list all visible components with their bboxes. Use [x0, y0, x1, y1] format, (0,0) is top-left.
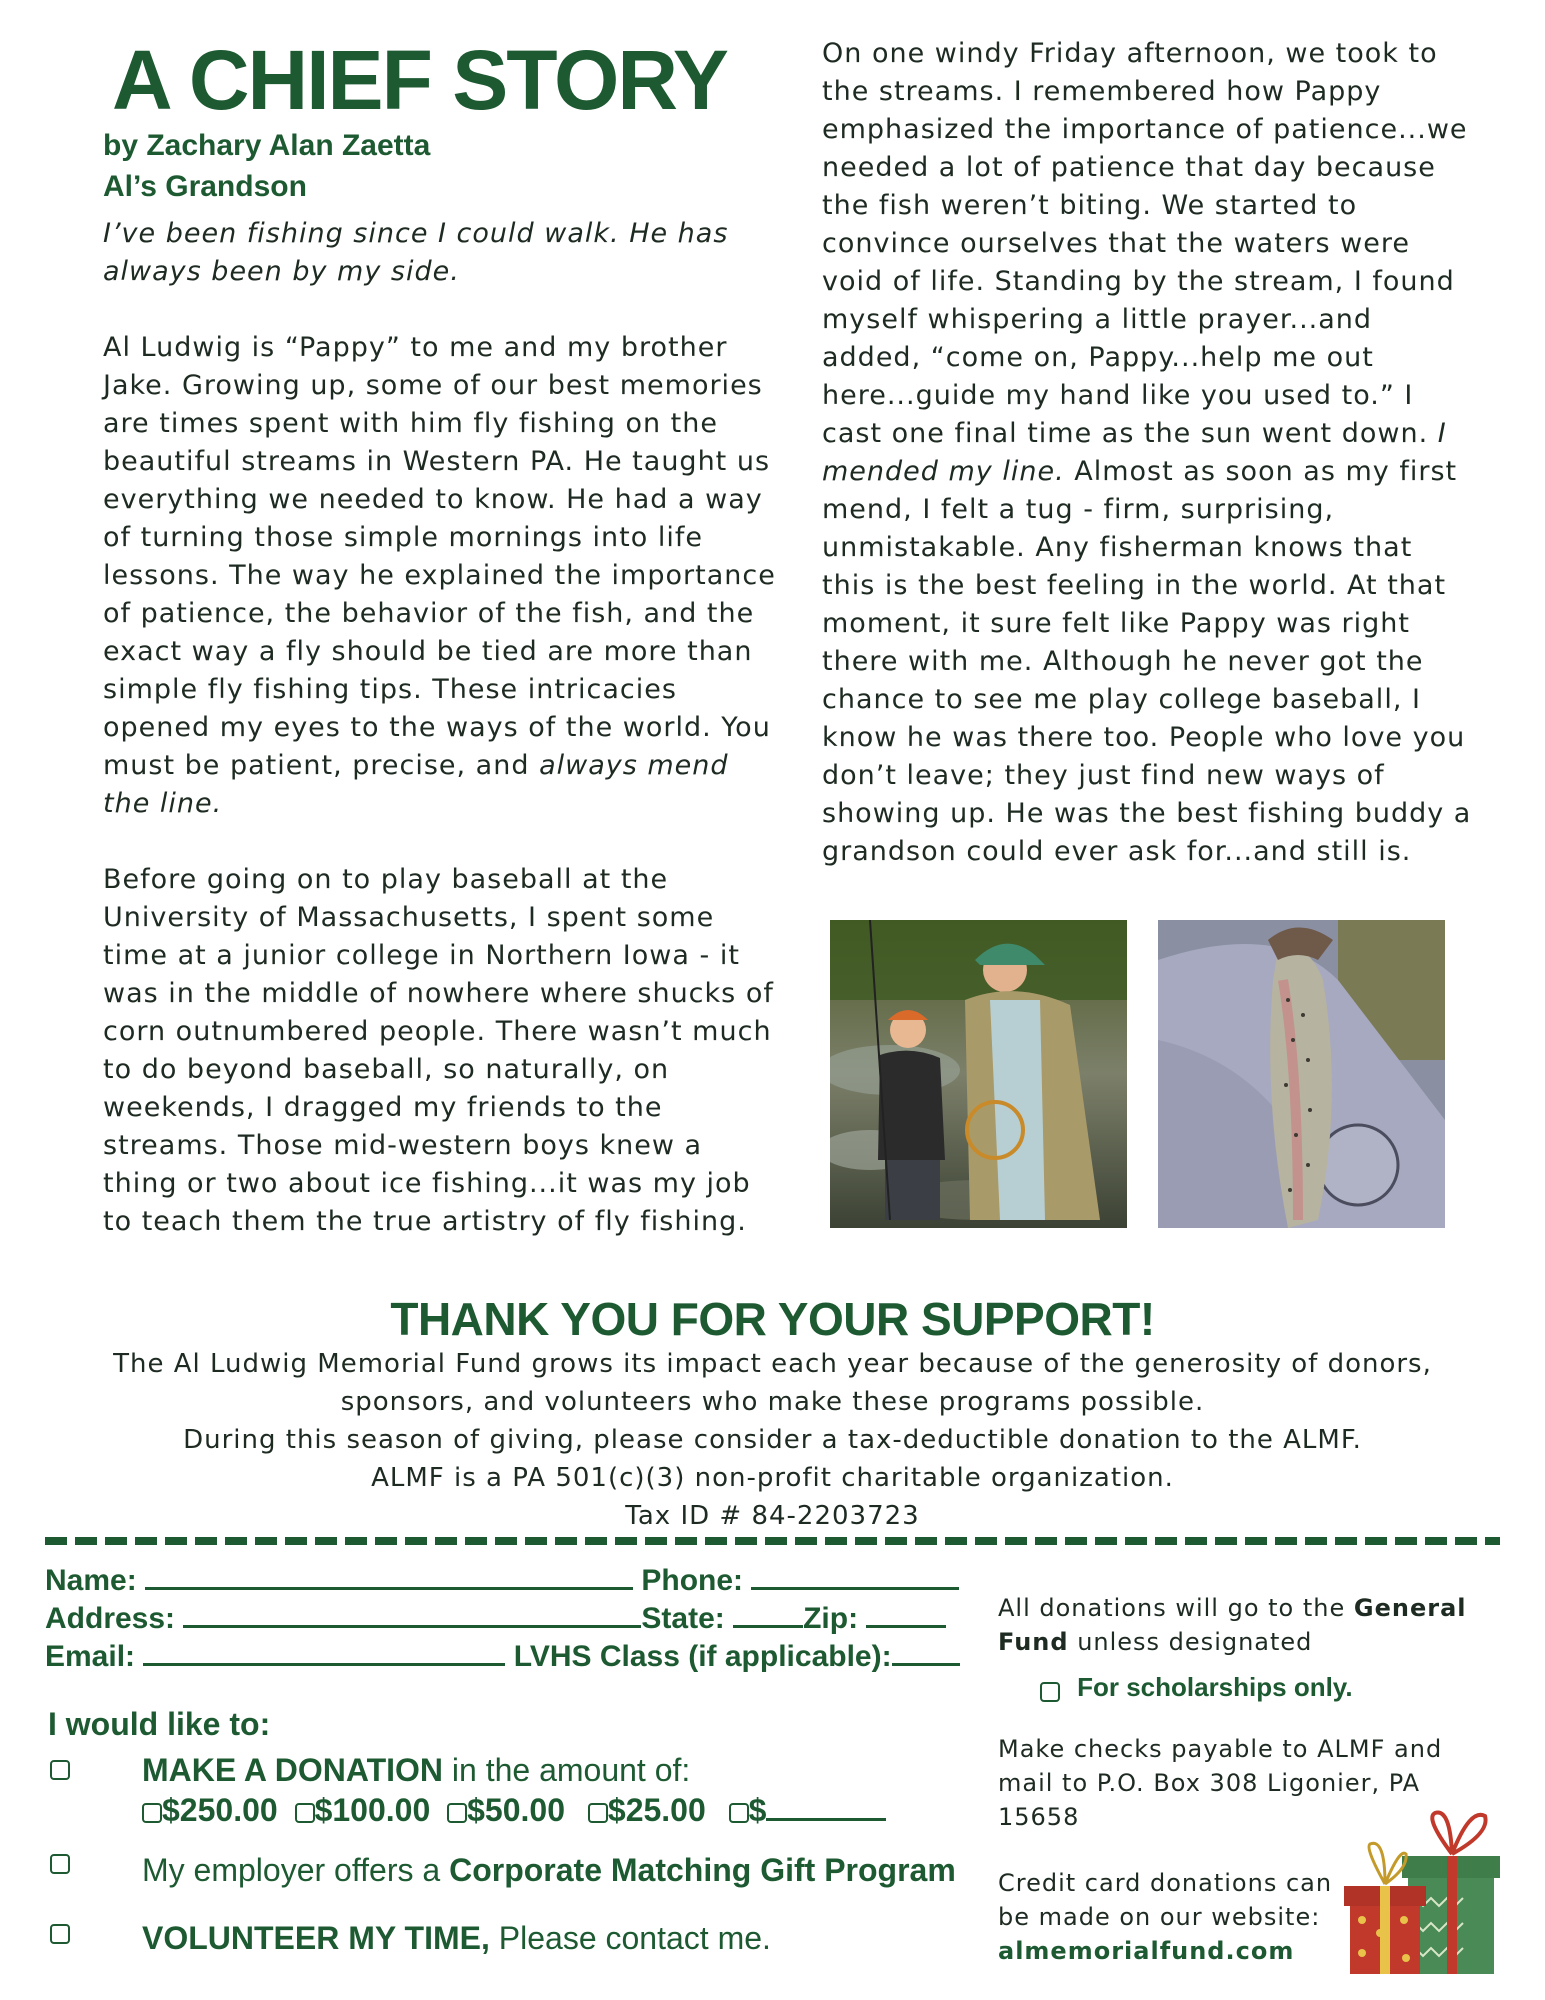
class-field[interactable] — [892, 1639, 960, 1666]
amount-50: $50.00 — [467, 1792, 565, 1828]
photo-fishing-scene — [830, 920, 1127, 1228]
phone-label: Phone: — [641, 1564, 744, 1597]
author-relation: Al’s Grandson — [103, 170, 307, 203]
paragraph-1-text: Al Ludwig is “Pappy” to me and my brother Jake. Growing up, some of our best memories are times spent with him fly fishing on the beautiful streams in Western PA. He taught us everything we needed to know. He had a way of turning those simple mornings into life lessons. The way he explained the importance of patience, the behavior of the fish, and the exact way a fly should be tied are more than simple fly fishing tips. These intricacies opened my eyes to the ways of the world. You must be patient, precise, and — [103, 332, 776, 781]
name-label: Name: — [45, 1564, 137, 1597]
amount-25-checkbox[interactable] — [588, 1803, 608, 1823]
zip-label: Zip: — [803, 1602, 859, 1635]
phone-field[interactable] — [751, 1563, 959, 1590]
support-line-4: ALMF is a PA 501(c)(3) non-profit charitable organization. — [371, 1463, 1174, 1493]
check-instructions: Make checks payable to ALMF and mail to P.O. Box 308 Ligonier, PA 15658 — [998, 1735, 1443, 1831]
scholarship-checkbox[interactable] — [1040, 1682, 1060, 1702]
paragraph-3-emphasis: I mended my line. — [822, 418, 1447, 487]
paragraph-1-emphasis: always mend the line. — [103, 750, 729, 819]
photo-grandfather-and-boy — [830, 920, 1127, 1228]
donation-label — [142, 1752, 690, 1789]
amount-other-checkbox[interactable] — [729, 1803, 749, 1823]
paragraph-3-text-a: On one windy Friday afternoon, we took to the streams. I remembered how Pappy emphasized the importance of patience...we needed a lot of patience that day because the fish weren’t biting. We started to convince ourselves that the waters were void of life. Standing by the stream, I found myself whispering a little prayer...and added, “come on, Pappy...help me out here...guide my hand like you used to.” I cast one final time as the sun went down. — [822, 38, 1468, 449]
form-row-email — [45, 1638, 985, 1676]
name-field[interactable] — [145, 1563, 633, 1590]
support-line-3: During this season of giving, please consider a tax-deductible donation to the ALMF. — [183, 1425, 1362, 1455]
support-message — [0, 1345, 1545, 1535]
article-left-column — [103, 215, 783, 1241]
page-title: A CHIEF STORY — [112, 33, 727, 127]
amount-250-checkbox[interactable] — [142, 1803, 162, 1823]
address-field[interactable] — [183, 1601, 641, 1628]
paragraph-3-text-b: Almost as soon as my first mend, I felt a tug - firm, surprising, unmistakable. Any fisherman knows that this is the best feeling in the world. At that moment, it sure felt like Pappy was right there with me. Although he never got the chance to see me play college baseball, I know he was there too. People who love you don’t leave; they just find new ways of showing up. He was the best fishing buddy a grandson could ever ask for...and still is. — [822, 456, 1472, 867]
form-row-name-phone — [45, 1562, 985, 1600]
donation-label-bold: MAKE A DONATION — [142, 1752, 444, 1788]
state-label: State: — [641, 1602, 725, 1635]
employer-label-b: Corporate Matching Gift Program — [449, 1852, 956, 1888]
form-row-address — [45, 1600, 985, 1638]
donation-checkbox[interactable] — [50, 1760, 70, 1780]
paragraph-1 — [103, 329, 783, 823]
email-field[interactable] — [143, 1639, 505, 1666]
byline — [103, 125, 430, 207]
volunteer-label-rest: Please contact me. — [489, 1920, 771, 1956]
donation-designation-note — [998, 1591, 1478, 1659]
designation-text-a: All donations will go to the — [998, 1594, 1346, 1622]
support-title: THANK YOU FOR YOUR SUPPORT! — [390, 1293, 1155, 1345]
credit-card-instructions — [998, 1866, 1338, 1968]
volunteer-checkbox[interactable] — [50, 1924, 70, 1944]
paragraph-2: Before going on to play baseball at the University of Massachusetts, I spent some time at a junior college in Northern Iowa - it was in the middle of nowhere where shucks of corn outnumbered people. There wasn’t much to do beyond baseball, so naturally, on weekends, I dragged my friends to the streams. Those mid-western boys knew a thing or two about ice fishing...it was my job to teach them the true artistry of fly fishing. — [103, 864, 774, 1237]
amount-50-checkbox[interactable] — [447, 1803, 467, 1823]
amount-other-field[interactable] — [766, 1794, 886, 1821]
donation-label-rest: in the amount of: — [443, 1752, 691, 1788]
would-like-heading: I would like to: — [48, 1706, 271, 1742]
support-line-1: The Al Ludwig Memorial Fund grows its impact each year because of the generosity of donors, — [113, 1349, 1432, 1379]
volunteer-label-bold: VOLUNTEER MY TIME, — [142, 1920, 490, 1956]
employer-checkbox[interactable] — [50, 1854, 70, 1874]
amount-250: $250.00 — [162, 1792, 278, 1828]
amount-25: $25.00 — [607, 1792, 706, 1828]
class-label: LVHS Class (if applicable): — [513, 1640, 892, 1673]
photo-trout-catch — [1158, 920, 1445, 1228]
state-field[interactable] — [733, 1601, 803, 1628]
zip-field[interactable] — [866, 1601, 946, 1628]
website-link[interactable]: almemorialfund.com — [998, 1937, 1295, 1965]
support-line-2: sponsors, and volunteers who make these programs possible. — [340, 1387, 1205, 1417]
credit-card-text: Credit card donations can be made on our website: — [998, 1869, 1333, 1931]
amount-100: $100.00 — [314, 1792, 431, 1828]
paragraph-3 — [822, 35, 1472, 871]
general-fund: General Fund — [998, 1594, 1467, 1656]
scholarship-label: For scholarships only. — [1077, 1672, 1353, 1702]
email-label: Email: — [45, 1640, 136, 1673]
donor-info-form — [45, 1562, 985, 1676]
amount-100-checkbox[interactable] — [295, 1803, 315, 1823]
tax-id: Tax ID # 84-2203723 — [625, 1501, 920, 1531]
volunteer-label — [142, 1920, 771, 1957]
article-right-column — [822, 35, 1472, 871]
gift-icon — [1340, 1808, 1510, 1978]
intro-paragraph: I’ve been fishing since I could walk. He has always been by my side. — [103, 218, 729, 287]
author: by Zachary Alan Zaetta — [103, 129, 431, 162]
cut-line-divider — [45, 1537, 1500, 1545]
scholarship-option — [1040, 1672, 1353, 1703]
donation-amounts — [142, 1792, 886, 1829]
employer-label — [142, 1852, 956, 1889]
photo-trout — [1158, 920, 1445, 1228]
address-label: Address: — [45, 1602, 176, 1635]
employer-label-a: My employer offers a — [142, 1852, 450, 1888]
amount-other: $ — [748, 1792, 767, 1828]
designation-text-b: unless designated — [1068, 1628, 1313, 1656]
